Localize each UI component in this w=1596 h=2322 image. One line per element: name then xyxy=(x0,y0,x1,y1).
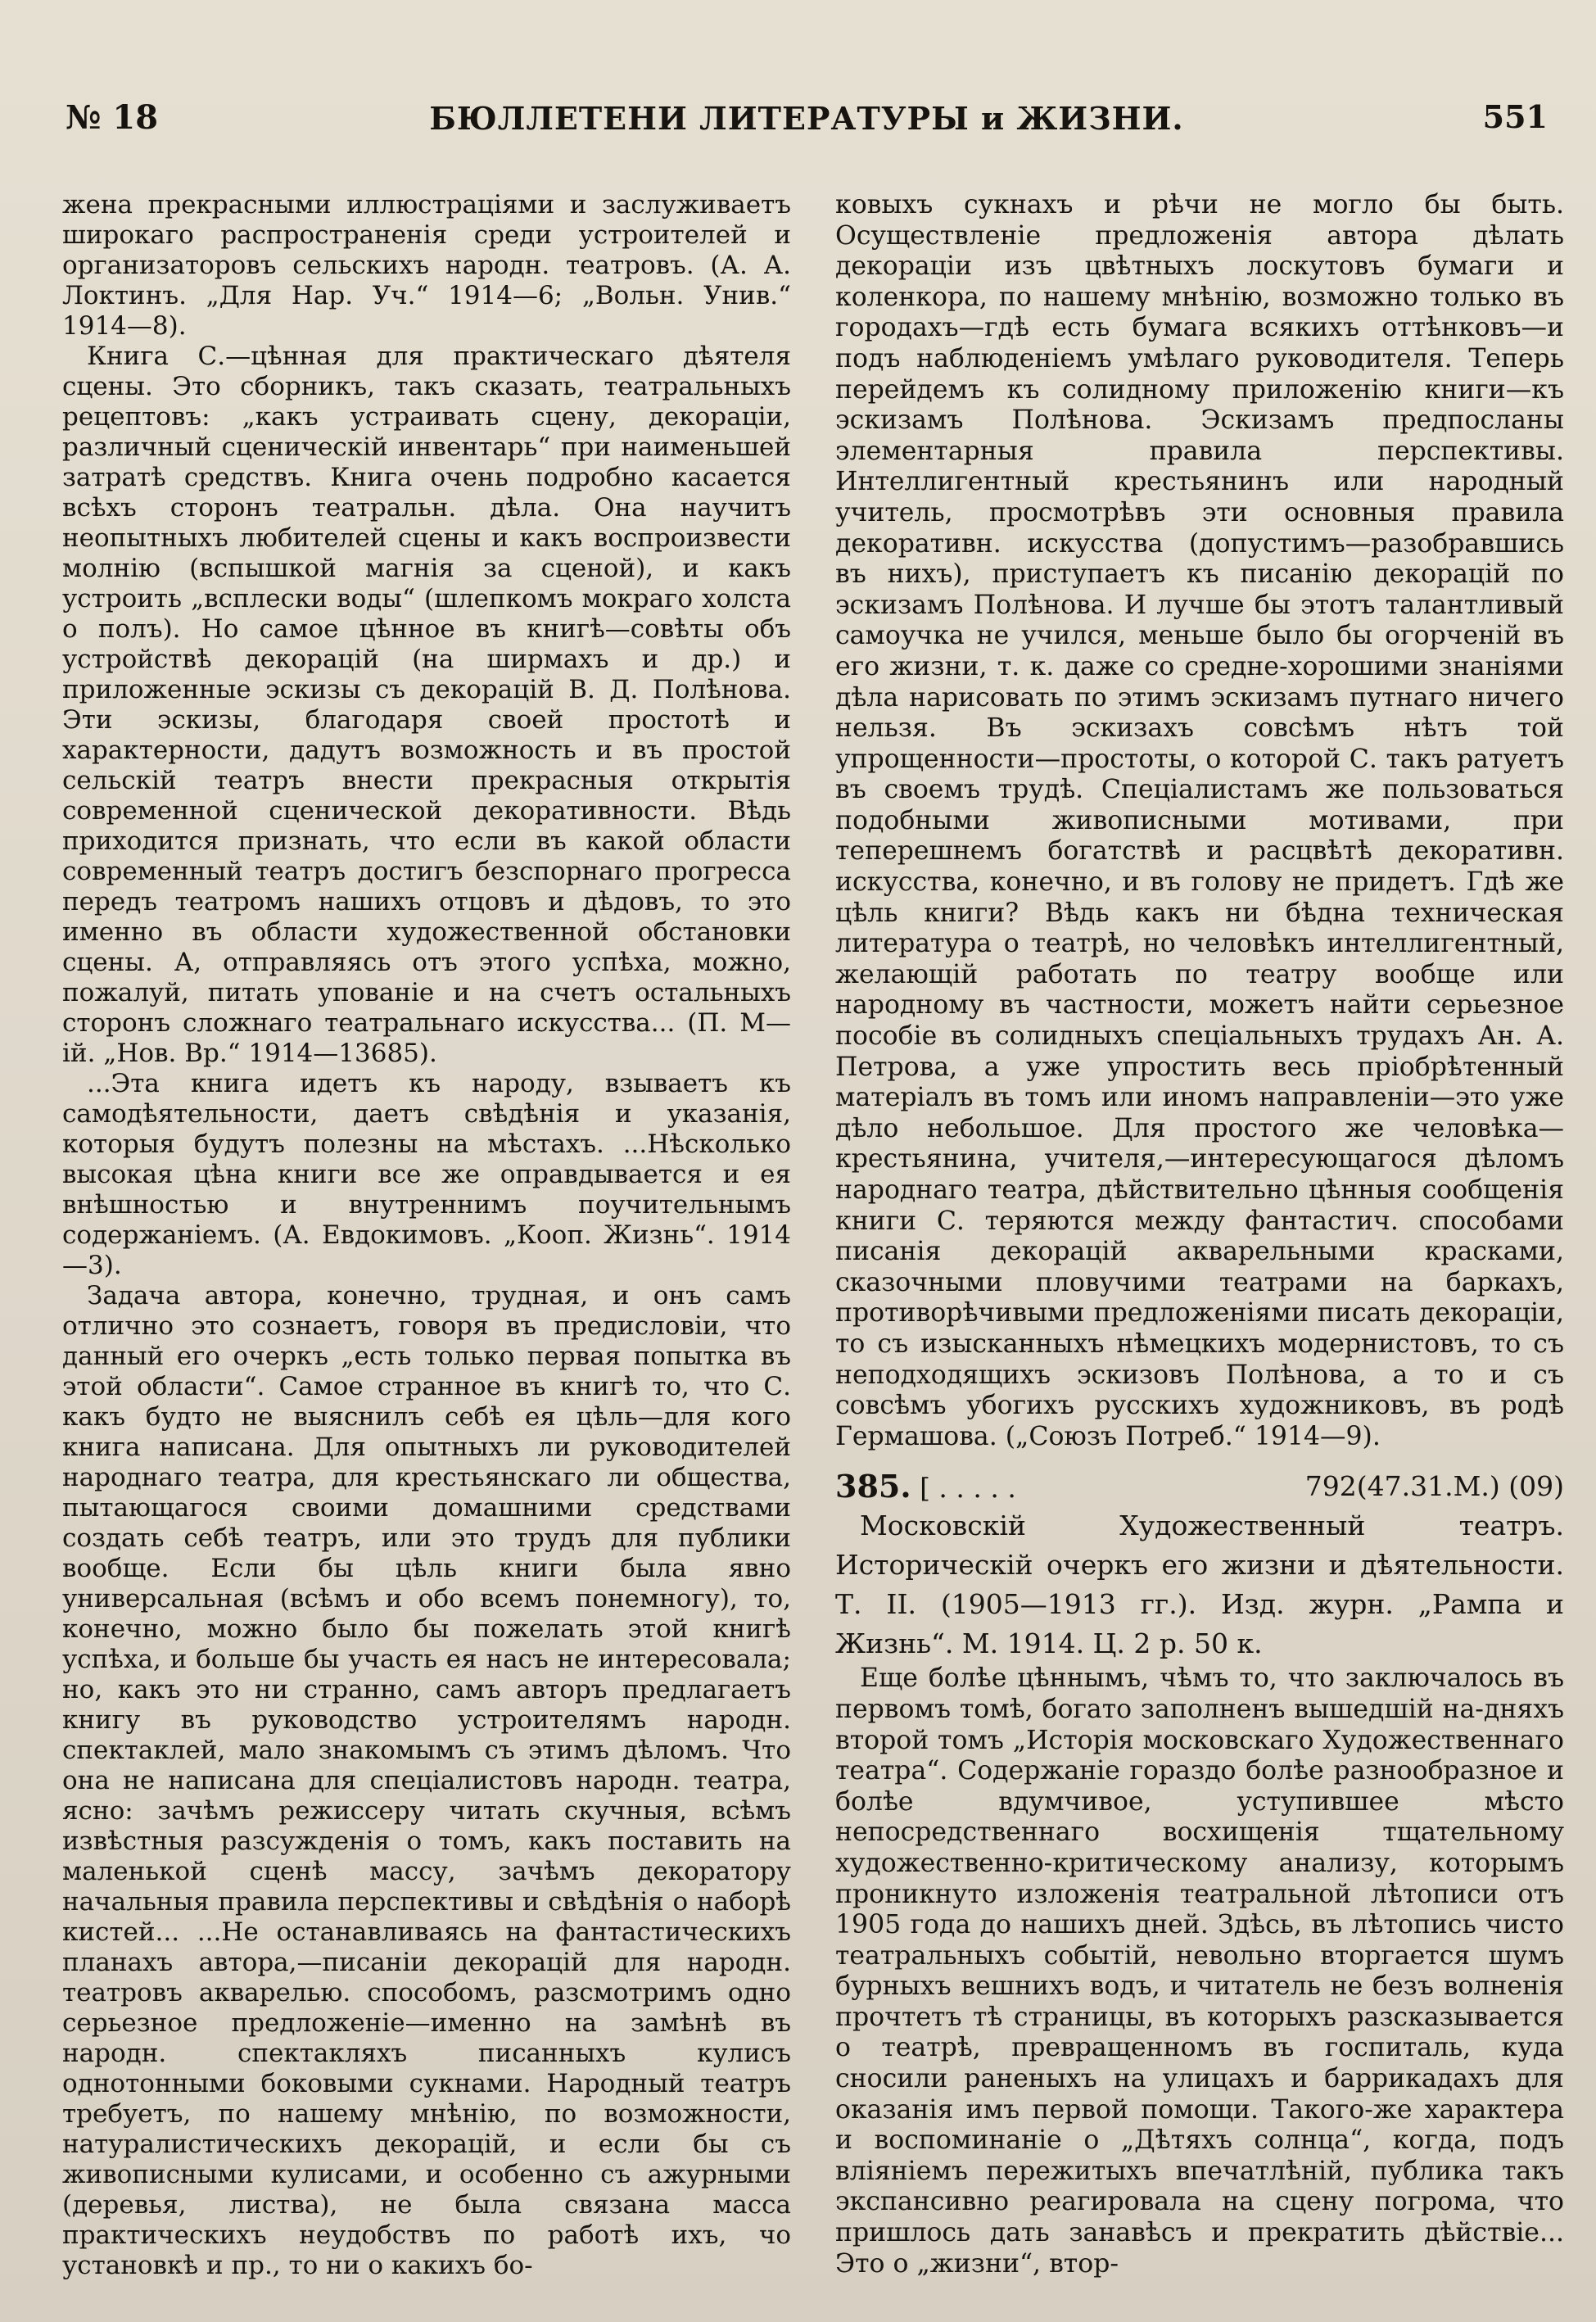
paragraph: Еще болѣе цѣннымъ, чѣмъ то, что заключалось въ первомъ томѣ, богато заполненъ вышедшій на-дняхъ второй томъ „Исторія московскаго Художественнаго театра“. Содержаніе гораздо болѣе разнообразное и болѣе вдумчивое, уступившее мѣсто непосредственнаго восхищенія тщательному художественно-критическому анализу, которымъ проникнуто изложенія театральной лѣтописи отъ 1905 года до нашихъ дней. Здѣсь, въ лѣтопись чисто театральныхъ событій, невольно вторгается шумъ бурныхъ вешнихъ водъ, и читатель не безъ волненія прочтетъ тѣ страницы, въ которыхъ разсказывается о театрѣ, превращенномъ въ госпиталь, куда сносили раненыхъ на улицахъ и баррикадахъ для оказанія имъ первой помощи. Такого-же характера и воспоминаніе о „Дѣтяхъ солнца“, когда, подъ вліяніемъ пережитыхъ впечатлѣній, публика такъ экспансивно реагировала на сцену погрома, что пришлось дать занавѣсъ и прекратить дѣйствіе... Это о „жизни“, втор- xyxy=(835,1663,1564,2279)
paragraph: Задача автора, конечно, трудная, и онъ самъ отлично это сознаетъ, говоря въ предисловіи, что данный его очеркъ „есть только первая попытка въ этой области“. Самое странное въ книгѣ то, что С. какъ будто не выяснилъ себѣ ея цѣль—для кого книга написана. Для опытныхъ ли руководителей народнаго театра, для крестьянскаго ли общества, пытающагося своими домашними средствами создать себѣ театръ, или это трудъ для публики вообще. Если бы цѣль книги была явно универсальная (всѣмъ и обо всемъ понемногу), то, конечно, можно было бы пожелать этой книгѣ успѣха, и больше бы участь ея насъ не интересовала; но, какъ это ни странно, самъ авторъ предлагаетъ книгу въ руководство устроителямъ народн. спектаклей, мало знакомымъ съ этимъ дѣломъ. Что она не написана для спеціалистовъ народн. театра, ясно: зачѣмъ режиссеру читать скучныя, всѣмъ извѣстныя разсужденія о томъ, какъ поставить на маленькой сценѣ массу, зачѣмъ декоратору начальныя правила перспективы и свѣдѣнія о наборѣ кистей... ...Не останавливаясь на фантастическихъ планахъ автора,—писаніи декорацій для народн. театровъ акварелью. способомъ, разсмотримъ одно серьезное предложеніе—именно на замѣнѣ въ народн. спектакляхъ писанныхъ кулисъ однотонными боковыми сукнами. Народный театръ требуетъ, по нашему мнѣнію, по возможности, натуралистическихъ декорацій, и если бы съ живописными кулисами, и особенно съ ажурными (деревья, листва), не была связана масса практическихъ неудобствъ по работѣ ихъ, чо установкѣ и пр., то ни о какихъ бо- xyxy=(62,1281,791,2280)
page-number: 551 xyxy=(1482,98,1548,135)
paragraph: ...Эта книга идетъ къ народу, взываетъ къ самодѣятельности, даетъ свѣдѣнія и указанія, которыя будутъ полезны на мѣстахъ. ...Нѣсколько высокая цѣна книги все же оправдывается и ея внѣшностью и внутреннимъ поучительнымъ содержаніемъ. (А. Евдокимовъ. „Кооп. Жизнь“. 1914—3). xyxy=(62,1069,791,1280)
entry-bracket: [ . . . . . xyxy=(920,1472,1016,1505)
bibliography-entry-header xyxy=(835,1469,1564,1506)
journal-title: БЮЛЛЕТЕНИ ЛИТЕРАТУРЫ и ЖИЗНИ. xyxy=(429,100,1184,137)
paragraph: ковыхъ сукнахъ и рѣчи не могло бы быть. Осуществленіе предложенія автора дѣлать декораціи изъ цвѣтныхъ лоскутовъ бумаги и коленкора, по нашему мнѣнію, возможно только въ городахъ—гдѣ есть бумага всякихъ оттѣнковъ—и подъ наблюденіемъ умѣлаго руководителя. Теперь перейдемъ къ солидному приложенію книги—къ эскизамъ Полѣнова. Эскизамъ предпосланы элементарныя правила перспективы. Интеллигентный крестьянинъ или народный учитель, просмотрѣвъ эти основныя правила декоративн. искусства (допустимъ—разобравшись въ нихъ), приступаетъ къ писанію декорацій по эскизамъ Полѣнова. И лучше бы этотъ талантливый самоучка не учился, меньше было бы огорченій въ его жизни, т. к. даже со средне-хорошими знаніями дѣла нарисовать по этимъ эскизамъ путнаго ничего нельзя. Въ эскизахъ совсѣмъ нѣтъ той упрощенности—простоты, о которой С. такъ ратуетъ въ своемъ трудѣ. Спеціалистамъ же пользоваться подобными живописными мотивами, при теперешнемъ богатствѣ и расцвѣтѣ декоративн. искусства, конечно, и въ голову не придетъ. Гдѣ же цѣль книги? Вѣдь какъ ни бѣдна техническая литература о театрѣ, но человѣкъ интеллигентный, желающій работать по театру вообще или народному въ частности, можетъ найти серьезное пособіе въ солидныхъ спеціальныхъ трудахъ Ан. А. Петрова, а уже упростить весь пріобрѣтенный матеріалъ въ томъ или иномъ направленіи—это уже дѣло небольшое. Для простого же человѣка—крестьянина, учителя,—интересующагося дѣломъ народнаго театра, дѣйствительно цѣнныя сообщенія книги С. теряются между фантастич. способами писанія декорацій акварельными красками, сказочными пловучими театрами на баркахъ, противорѣчивыми предложеніями писать декораціи, то съ изысканныхъ нѣмецкихъ модернистовъ, то съ неподходящихъ эскизовъ Полѣнова, а то и съ совсѣмъ убогихъ русскихъ художниковъ, въ родѣ Гермашова. („Союзъ Потреб.“ 1914—9). xyxy=(835,190,1564,1451)
page-header xyxy=(66,98,1548,156)
paragraph: Книга С.—цѣнная для практическаго дѣятеля сцены. Это сборникъ, такъ сказать, театральныхъ рецептовъ: „какъ устраивать сцену, декораціи, различный сценическій инвентарь“ при наименьшей затратѣ средствъ. Книга очень подробно касается всѣхъ сторонъ театральн. дѣла. Она научитъ неопытныхъ любителей сцены и какъ воспроизвести молнію (вспышкой магнія за сценой), и какъ устроить „всплески воды“ (шлепкомъ мокраго холста о полъ). Но самое цѣнное въ книгѣ—совѣты объ устройствѣ декорацій (на ширмахъ и др.) и приложенные эскизы съ декорацій В. Д. Полѣнова. Эти эскизы, благодаря своей простотѣ и характерности, дадутъ возможность и въ простой сельскій театръ внести прекрасныя открытія современной сценической декоративности. Вѣдь приходится признать, что если въ какой области современный театръ достигъ безспорнаго прогресса передъ театромъ нашихъ отцовъ и дѣдовъ, то это именно въ области художественной обстановки сцены. А, отправляясь отъ этого успѣха, можно, пожалуй, питать упованіе и на счетъ остальныхъ сторонъ сложнаго театральнаго искусства... (П. М—ій. „Нов. Вр.“ 1914—13685). xyxy=(62,342,791,1068)
entry-title: Московскій Художественный театръ. Историческій очеркъ его жизни и дѣятельности. Т. II. (1905—1913 гг.). Изд. журн. „Рампа и Жизнь“. М. 1914. Ц. 2 р. 50 к. xyxy=(835,1510,1564,1660)
entry-number: 385. xyxy=(835,1468,911,1505)
issue-number: № 18 xyxy=(66,98,159,137)
left-column xyxy=(62,190,791,2281)
classification-code: 792(47.31.M.) (09) xyxy=(1304,1470,1564,1503)
paragraph: жена прекрасными иллюстраціями и заслуживаетъ широкаго распространенія среди устроителей и организаторовъ сельскихъ народн. театровъ. (А. А. Локтинъ. „Для Нар. Уч.“ 1914—6; „Вольн. Унив.“ 1914—8). xyxy=(62,190,791,341)
right-column xyxy=(835,190,1564,2279)
